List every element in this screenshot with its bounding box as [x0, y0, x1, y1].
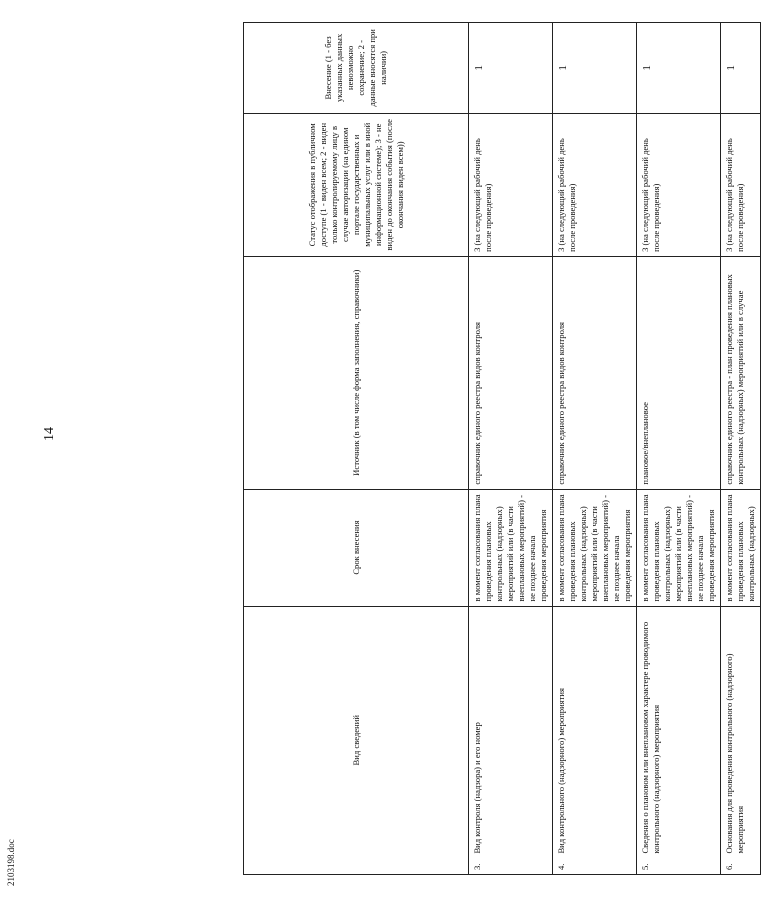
- header-source: Источник (в том числе форма заполнения, справочники): [244, 256, 469, 489]
- row-status: 3 (на следующий рабочий день после проведения): [721, 113, 761, 256]
- row-type: Вид контроля (надзора) и его номер: [472, 722, 482, 854]
- row-status: 3 (на следующий рабочий день после проведения): [637, 113, 721, 256]
- row-status: 3 (на следующий рабочий день после проведения): [553, 113, 637, 256]
- page-number: 14: [42, 427, 57, 441]
- row-type-cell: [469, 606, 553, 874]
- table-row: [469, 23, 553, 875]
- row-deadline: в момент согласования плана проведения плановых контрольных (надзорных): [721, 489, 761, 606]
- table-row: [721, 23, 761, 875]
- information-table: [243, 22, 761, 875]
- header-deadline: Срок внесения: [244, 489, 469, 606]
- row-type: Основания для проведения контрольного (надзорного) мероприятия: [724, 653, 745, 854]
- row-entry: 1: [553, 23, 637, 114]
- row-entry: 1: [469, 23, 553, 114]
- row-deadline: в момент согласования плана проведения плановых контрольных (надзорных) мероприятий или (в части внеплановых мероприятий) - не позднее начала проведения мероприятия: [637, 489, 721, 606]
- header-type: Вид сведений: [244, 606, 469, 874]
- row-entry: 1: [637, 23, 721, 114]
- row-type-cell: [721, 606, 761, 874]
- row-source: справочник единого реестра видов контроля: [469, 256, 553, 489]
- row-type: Вид контрольного (надзорного) мероприятия: [556, 688, 566, 854]
- row-type-cell: [637, 606, 721, 874]
- header-entry: Внесение (1 - без указанных данных невозможно сохранение; 2 - данные вносятся при наличии): [244, 23, 469, 114]
- row-deadline: в момент согласования плана проведения плановых контрольных (надзорных) мероприятий или (в части внеплановых мероприятий) - не позднее начала проведения мероприятия: [553, 489, 637, 606]
- rotated-table-container: [243, 22, 756, 875]
- row-number: 4.: [556, 863, 566, 870]
- document-id: 2103198.doc: [6, 839, 16, 886]
- row-source: плановое/внеплановое: [637, 256, 721, 489]
- table-header-row: [244, 23, 469, 875]
- row-number: 6.: [724, 863, 734, 870]
- table-row: [553, 23, 637, 875]
- row-status: 3 (на следующий рабочий день после проведения): [469, 113, 553, 256]
- table-row: [637, 23, 721, 875]
- row-type-cell: [553, 606, 637, 874]
- row-source: справочник единого реестра видов контроля: [553, 256, 637, 489]
- row-deadline: в момент согласования плана проведения плановых контрольных (надзорных) мероприятий или (в части внеплановых мероприятий) - не позднее начала проведения мероприятия: [469, 489, 553, 606]
- row-number: 3.: [472, 863, 482, 870]
- header-status: Статус отображения в публичном доступе (1 - виден всем; 2 - виден только контролируемому лицу в случае авторизации (на едином портале государственных и муниципальных услуг или в иной информационной системе); 3 - не виден до окончания события (после окончания виден всем)): [244, 113, 469, 256]
- row-type: Сведения о плановом или внеплановом характере проводимого контрольного (надзорного) мероприятия: [640, 621, 661, 854]
- row-entry: 1: [721, 23, 761, 114]
- row-number: 5.: [640, 863, 650, 870]
- row-source: справочник единого реестра - план проведения плановых контрольных (надзорных) мероприятий или в случае: [721, 256, 761, 489]
